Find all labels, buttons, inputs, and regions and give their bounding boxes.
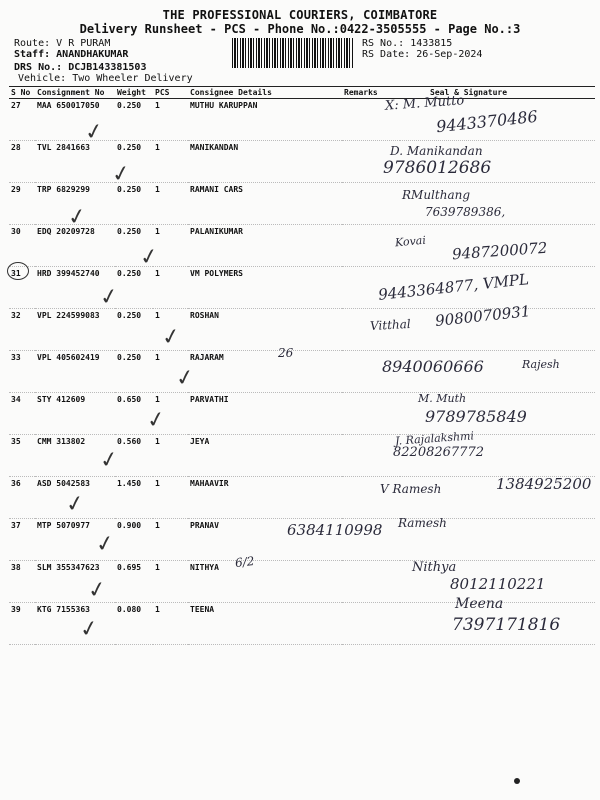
handwritten-signature: RMulthang (402, 188, 471, 202)
col-weight: Weight (115, 87, 153, 99)
table-row (9, 435, 595, 477)
handwritten-signature: V Ramesh (380, 482, 442, 496)
handwritten-signature: Ramesh (398, 516, 447, 530)
cell-weight: 0.250 (115, 183, 153, 225)
cell-pcs: 1 (153, 225, 188, 267)
cell-consignment: TRP 6829299 (35, 183, 115, 225)
cell-sno: 28 (9, 141, 35, 183)
tick-mark: ✓ (97, 446, 121, 475)
cell-sno: 27 (9, 99, 35, 141)
cell-consignment: TVL 2841663 (35, 141, 115, 183)
handwritten-phone: 8012110221 (450, 575, 546, 593)
handwritten-signature: Vitthal (369, 316, 412, 334)
cell-weight: 0.250 (115, 267, 153, 309)
cell-consignee: VM POLYMERS (188, 267, 342, 309)
handwritten-phone: 7639789386, (425, 205, 506, 219)
table-row (9, 183, 595, 225)
cell-consignment: MAA 650017050 (35, 99, 115, 141)
cell-consignment: MTP 5070977 (35, 519, 115, 561)
runsheet-table (9, 86, 595, 645)
cell-weight: 0.695 (115, 561, 153, 603)
cell-sno: 31 (9, 267, 35, 309)
col-consignee: Consignee Details (188, 87, 342, 99)
drs-line (14, 62, 146, 73)
cell-pcs: 1 (153, 183, 188, 225)
cell-consignee: PRANAV (188, 519, 342, 561)
runsheet-title: THE PROFESSIONAL COURIERS, COIMBATORE (162, 8, 438, 22)
handwritten-phone: 82208267772 (393, 445, 484, 460)
handwritten-phone: 8940060666 (382, 357, 484, 376)
rs-date-line (362, 49, 482, 60)
cell-pcs: 1 (153, 393, 188, 435)
col-sno: S No (9, 87, 35, 99)
tick-mark: ✓ (173, 364, 197, 393)
cell-weight: 0.250 (115, 99, 153, 141)
cell-remarks (342, 435, 400, 477)
runsheet-subtitle: Delivery Runsheet - PCS - Phone No.:0422-3505555 - Page No.:3 (79, 22, 521, 36)
handwritten-name: Meena (455, 596, 504, 612)
cell-sno: 32 (9, 309, 35, 351)
cell-pcs: 1 (153, 435, 188, 477)
handwritten-phone: 9443370486 (435, 106, 539, 137)
rs-no-label: RS No.: (362, 38, 405, 49)
cell-weight: 0.250 (115, 141, 153, 183)
tick-mark: ✓ (82, 118, 106, 147)
cell-consignee: RAJARAM (188, 351, 342, 393)
cell-pcs: 1 (153, 477, 188, 519)
cell-pcs: 1 (153, 351, 188, 393)
cell-pcs: 1 (153, 603, 188, 645)
handwritten-phone: 9789785849 (425, 407, 527, 426)
cell-sno: 35 (9, 435, 35, 477)
route-value: V R PURAM (56, 38, 111, 49)
cell-sno: 33 (9, 351, 35, 393)
handwritten-name: Nithya (412, 560, 457, 575)
col-consignment: Consignment No (35, 87, 115, 99)
staff-line (14, 49, 128, 60)
handwritten-signature: J. Rajalakshmi (394, 429, 475, 448)
cell-sno: 37 (9, 519, 35, 561)
handwritten-signature: M. Muth (418, 392, 467, 405)
barcode (232, 38, 354, 68)
rs-no-line (362, 38, 452, 49)
cell-consignee: TEENA (188, 603, 342, 645)
handwritten-note: 6/2 (234, 554, 255, 570)
cell-consignment: VPL 224599083 (35, 309, 115, 351)
vehicle-line (18, 73, 193, 84)
tick-mark: ✓ (65, 203, 89, 232)
handwritten-phone: 9786012686 (383, 158, 492, 178)
handwritten-phone: 7397171816 (452, 615, 561, 635)
cell-sno: 38 (9, 561, 35, 603)
tick-mark: ✓ (63, 490, 87, 519)
tick-mark: ✓ (77, 615, 101, 644)
cell-consignee: PALANIKUMAR (188, 225, 342, 267)
cell-pcs: 1 (153, 309, 188, 351)
cell-pcs: 1 (153, 99, 188, 141)
vehicle-label: Vehicle: (18, 73, 67, 84)
handwritten-phone: 1384925200 (496, 475, 592, 493)
cell-pcs: 1 (153, 519, 188, 561)
cell-consignment: CMM 313802 (35, 435, 115, 477)
cell-consignment: VPL 405602419 (35, 351, 115, 393)
cell-consignee: MANIKANDAN (188, 141, 342, 183)
col-remarks: Remarks (342, 87, 400, 99)
drs-value: DCJB143381503 (68, 62, 147, 73)
rs-date-label: RS Date: (362, 49, 411, 60)
handwritten-signature: Kovai (394, 233, 427, 250)
cell-consignee: JEYA (188, 435, 342, 477)
cell-consignee: ROSHAN (188, 309, 342, 351)
staff-value: ANANDHAKUMAR (56, 49, 129, 60)
cell-weight: 0.900 (115, 519, 153, 561)
handwritten-phone: 6384110998 (287, 521, 383, 539)
cell-weight: 0.250 (115, 309, 153, 351)
tick-mark: ✓ (137, 243, 161, 272)
cell-remarks (342, 561, 400, 603)
table-row (9, 351, 595, 393)
cell-weight: 0.250 (115, 351, 153, 393)
cell-remarks (342, 225, 400, 267)
cell-weight: 0.560 (115, 435, 153, 477)
rs-date-value: 26-Sep-2024 (416, 49, 483, 60)
handwritten-name: Rajesh (522, 358, 560, 371)
rs-no-value: 1433815 (410, 38, 453, 49)
cell-consignment: ASD 5042583 (35, 477, 115, 519)
handwritten-signature: D. Manikandan (390, 144, 483, 158)
drs-label: DRS No.: (14, 62, 63, 73)
handwritten-signature: X: M. Mutto (384, 93, 465, 114)
cell-pcs: 1 (153, 141, 188, 183)
tick-mark: ✓ (97, 283, 121, 312)
col-pcs: PCS (153, 87, 188, 99)
tick-mark: ✓ (144, 406, 168, 435)
col-signature: Seal & Signature (400, 87, 595, 99)
cell-consignee: NITHYA (188, 561, 342, 603)
staff-label: Staff: (14, 49, 51, 60)
cell-consignment: STY 412609 (35, 393, 115, 435)
cell-sno: 39 (9, 603, 35, 645)
route-line (14, 38, 110, 49)
tick-mark: ✓ (93, 530, 117, 559)
cell-consignee: MUTHU KARUPPAN (188, 99, 342, 141)
cell-sno: 29 (9, 183, 35, 225)
cell-consignment: SLM 355347623 (35, 561, 115, 603)
route-label: Route: (14, 38, 51, 49)
cell-consignee: RAMANI CARS (188, 183, 342, 225)
cell-remarks (342, 603, 400, 645)
cell-consignee: MAHAAVIR (188, 477, 342, 519)
tick-mark: ✓ (109, 160, 133, 189)
table-header-row (9, 87, 595, 99)
vehicle-value: Two Wheeler Delivery (72, 73, 193, 84)
cell-consignment: KTG 7155363 (35, 603, 115, 645)
scan-speck (514, 778, 520, 784)
tick-mark: ✓ (159, 323, 183, 352)
cell-pcs: 1 (153, 561, 188, 603)
handwritten-note: 26 (278, 346, 294, 360)
cell-weight: 0.080 (115, 603, 153, 645)
cell-sno: 30 (9, 225, 35, 267)
cell-weight: 0.250 (115, 225, 153, 267)
handwritten-phone: 9487200072 (451, 238, 548, 264)
cell-weight: 0.650 (115, 393, 153, 435)
cell-weight: 1.450 (115, 477, 153, 519)
cell-consignment: HRD 399452740 (35, 267, 115, 309)
row-31-circle-mark (7, 262, 29, 280)
cell-remarks (342, 183, 400, 225)
cell-sno: 36 (9, 477, 35, 519)
handwritten-phone: 9080070931 (434, 302, 532, 330)
cell-consignee: PARVATHI (188, 393, 342, 435)
tick-mark: ✓ (85, 576, 109, 605)
cell-pcs: 1 (153, 267, 188, 309)
cell-sno: 34 (9, 393, 35, 435)
cell-consignment: EDQ 20209728 (35, 225, 115, 267)
handwritten-phone: 9443364877, VMPL (377, 270, 530, 304)
table-row (9, 141, 595, 183)
cell-remarks (342, 393, 400, 435)
